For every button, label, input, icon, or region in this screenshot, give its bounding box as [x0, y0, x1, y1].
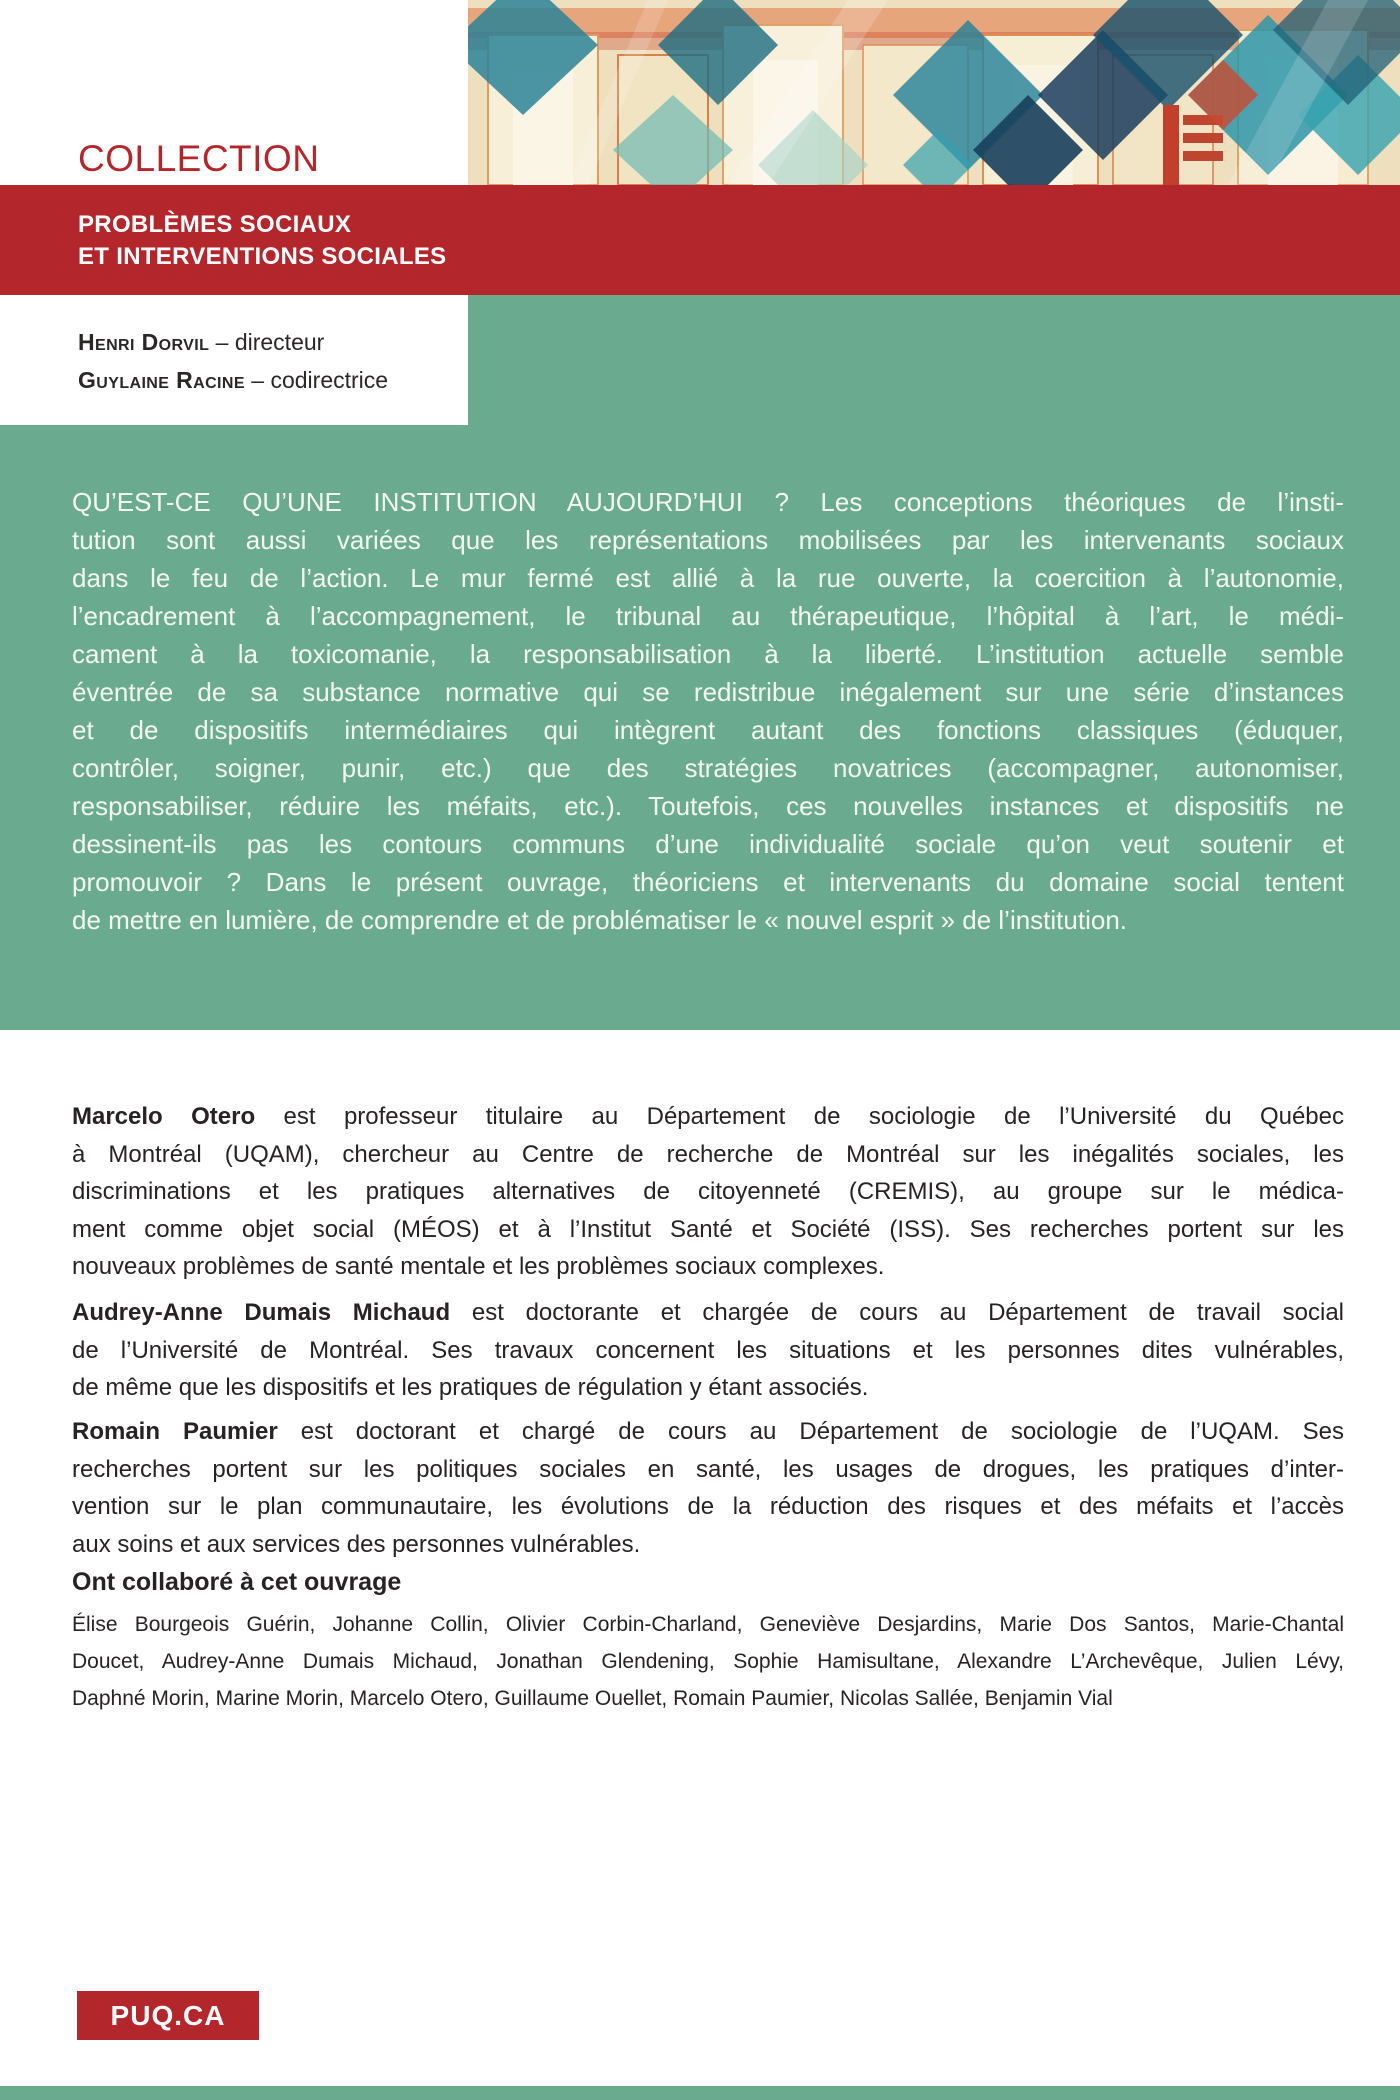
summary-line: responsabiliser, réduire les méfaits, etc.). Toutefois, ces nouvelles instances et dispositifs ne	[72, 791, 1344, 821]
puq-logo: PUQ.CA	[77, 1991, 259, 2040]
contributors-heading: Ont collaboré à cet ouvrage	[72, 1568, 402, 1596]
collection-label: COLLECTION	[78, 138, 320, 179]
director-entry	[78, 361, 388, 399]
bio-line	[72, 1098, 1344, 1136]
summary-line: l’encadrement à l’accompagnement, le tribunal au thérapeutique, l’hôpital à l’art, le médi-	[72, 601, 1344, 631]
summary-line: dans le feu de l’action. Le mur fermé est allié à la rue ouverte, la coercition à l’autonomie,	[72, 563, 1344, 593]
contributor-line: Élise Bourgeois Guérin, Johanne Collin, Olivier Corbin-Charland, Geneviève Desjardins, Marie Dos Santos, Marie-Chantal	[72, 1613, 1344, 1636]
summary-line: promouvoir ? Dans le présent ouvrage, théoriciens et intervenants du domaine social tentent	[72, 867, 1344, 897]
bio-line: recherches portent sur les politiques sociales en santé, les usages de drogues, les pratiques d’inter-	[72, 1455, 1344, 1483]
bio-text: est doctorant et chargé de cours au Département de sociologie de l’UQAM. Ses	[277, 1418, 1344, 1445]
bio-line: de l’Université de Montréal. Ses travaux concernent les situations et les personnes dites vulnérables,	[72, 1336, 1344, 1364]
series-title-line: PROBLÈMES SOCIAUX	[78, 211, 352, 238]
summary-panel	[72, 483, 1344, 939]
collage-image	[468, 0, 1400, 185]
director-entry	[78, 323, 388, 361]
series-title	[78, 209, 446, 273]
summary-line: QU’EST-CE QU’UNE INSTITUTION AUJOURD’HUI ? Les conceptions théoriques de l’insti-	[72, 487, 1344, 517]
summary-line: et de dispositifs intermédiaires qui intègrent autant des fonctions classiques (éduquer,	[72, 715, 1344, 745]
bio-line: nouveaux problèmes de santé mentale et les problèmes sociaux complexes.	[72, 1253, 885, 1280]
bio-line	[72, 1413, 1344, 1451]
bio-line: ment comme objet social (MÉOS) et à l’Institut Santé et Société (ISS). Ses recherches portent sur les	[72, 1215, 1344, 1243]
bio-line: discriminations et les pratiques alternatives de citoyenneté (CREMIS), au groupe sur le médica-	[72, 1178, 1344, 1205]
footer-strip	[0, 2086, 1400, 2100]
director-name: Henri Dorvil	[78, 329, 210, 355]
summary-line: contrôler, soigner, punir, etc.) que des stratégies novatrices (accompagner, autonomiser,	[72, 753, 1344, 783]
author-bio	[72, 1413, 1344, 1563]
summary-line: de mettre en lumière, de comprendre et de problématiser le « nouvel esprit » de l’institution.	[72, 905, 1128, 935]
contributors-list	[72, 1606, 1344, 1717]
author-name: Romain Paumier	[72, 1418, 278, 1445]
bio-line: vention sur le plan communautaire, les évolutions de la réduction des risques et des méfaits et l’accès	[72, 1493, 1344, 1520]
summary-line: éventrée de sa substance normative qui se redistribue inégalement sur une série d’instances	[72, 677, 1344, 707]
bio-line: aux soins et aux services des personnes vulnérables.	[72, 1530, 641, 1558]
summary-line: dessinent-ils pas les contours communs d’une individualité sociale qu’on veut soutenir et	[72, 829, 1344, 859]
director-role: – directeur	[209, 329, 325, 355]
series-title-line: ET INTERVENTIONS SOCIALES	[78, 243, 447, 270]
contributor-line: Doucet, Audrey-Anne Dumais Michaud, Jonathan Glendening, Sophie Hamisultane, Alexandre L’Archevêque, Julien Lévy,	[72, 1650, 1344, 1673]
bio-text: est doctorante et chargée de cours au Département de travail social	[450, 1299, 1344, 1326]
author-name: Audrey-Anne Dumais Michaud	[72, 1299, 451, 1326]
summary-line: tution sont aussi variées que les représentations mobilisées par les intervenants sociaux	[72, 525, 1344, 555]
summary-line: cament à la toxicomanie, la responsabilisation à la liberté. L’institution actuelle semble	[72, 639, 1344, 669]
bio-line: de même que les dispositifs et les pratiques de régulation y étant associés.	[72, 1374, 869, 1401]
bio-text: est professeur titulaire au Département de sociologie de l’Université du Québec	[255, 1103, 1344, 1130]
author-bio	[72, 1098, 1344, 1286]
director-role: – codirectrice	[244, 367, 389, 393]
collection-directors	[78, 323, 388, 399]
bio-line: à Montréal (UQAM), chercheur au Centre de recherche de Montréal sur les inégalités sociales, les	[72, 1140, 1344, 1168]
bio-line	[72, 1294, 1344, 1332]
author-bio	[72, 1294, 1344, 1407]
contributor-line: Daphné Morin, Marine Morin, Marcelo Otero, Guillaume Ouellet, Romain Paumier, Nicolas Sallée, Benjamin Vial	[72, 1687, 1113, 1710]
director-name: Guylaine Racine	[78, 367, 245, 393]
author-name: Marcelo Otero	[72, 1103, 256, 1130]
